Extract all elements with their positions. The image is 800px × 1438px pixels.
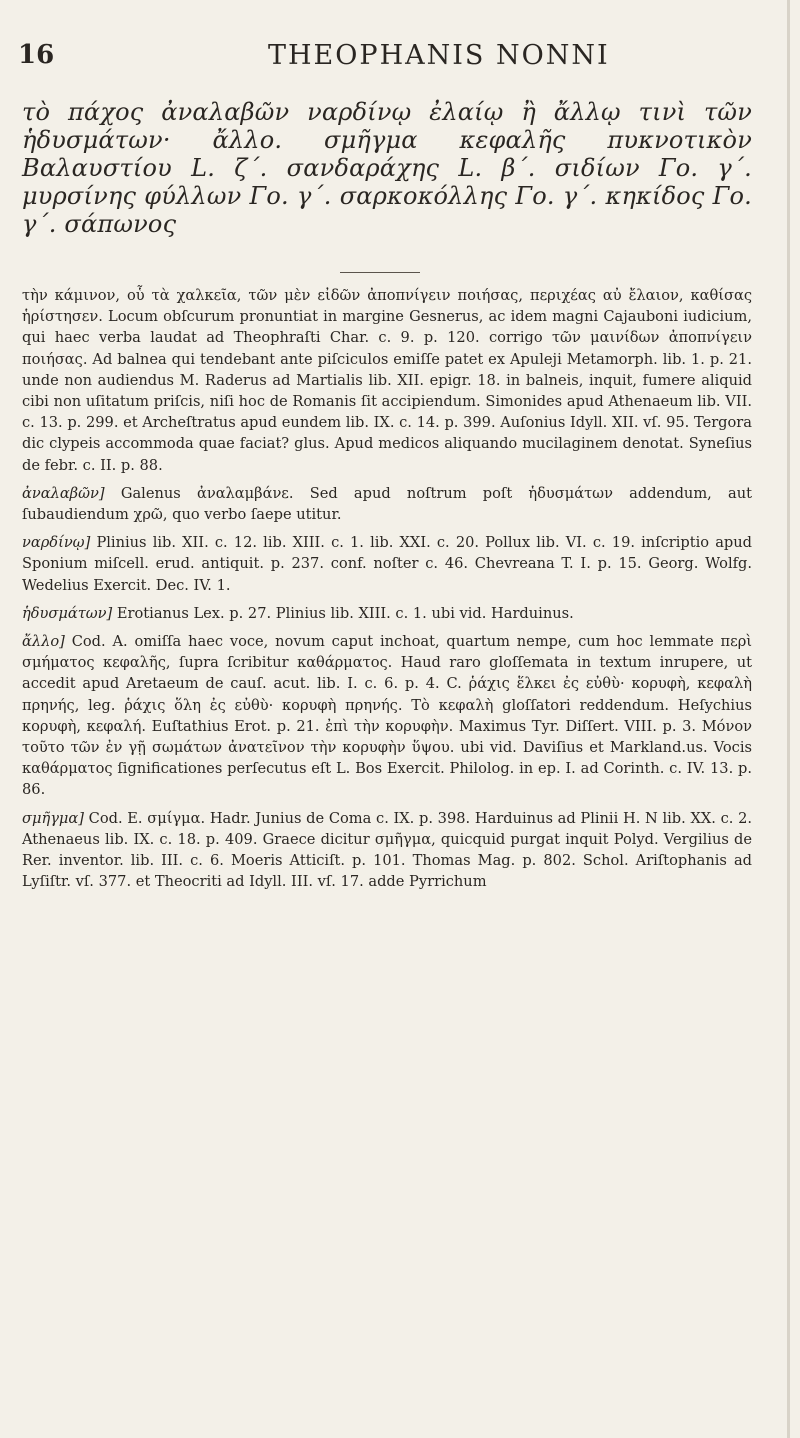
page-header — [18, 36, 778, 80]
note-lemma: ναρδίνῳ] — [22, 534, 91, 552]
note-lemma: ἡδυσμάτων] — [22, 604, 113, 622]
page-number: 16 — [18, 40, 55, 70]
main-greek-text: τὸ πάχος ἀναλαβῶν ναρδίνῳ ἐλαίῳ ἢ ἄλλῳ τινὶ τῶν ἡδυσμάτων· ἄλλο. σμῆγμα κεφαλῆς πυκνοτικὸν Βαλαυστίου L. ζ΄. σανδαράχης L. β΄. σιδίων Γο. γ΄. μυρσίνης φύλλων Γο. γ΄. σαρκοκόλλης Γο. γ΄. κηκίδος Γο. γ΄. σάπωνος — [22, 98, 752, 238]
note-text: Plinius lib. XII. c. 12. lib. XIII. c. 1. lib. XXI. c. 20. Pollux lib. VI. c. 19. inſcriptio apud Sponium miſcell. erud. antiquit. p. 237. conf. noſter c. 46. Chevreana T. I. p. 15. Georg. Wolfg. Wedelius Exercit. Dec. IV. 1. — [22, 534, 753, 594]
page-edge — [787, 0, 790, 1438]
note-analabon — [22, 483, 752, 525]
note-text: Erotianus Lex. p. 27. Plinius lib. XIII. c. 1. ubi vid. Harduinus. — [116, 604, 574, 622]
note-lemma: σμῆγμα] — [22, 809, 84, 827]
note-text: Galenus ἀναλαμβάνε. Sed apud noſtrum poſt ἡδυσμάτων addendum, aut ſubaudiendum χρῶ, quo verbo ſaepe utitur. — [22, 484, 752, 524]
text-divider — [340, 272, 420, 273]
note-text: τὴν κάμινον, οὗ τὰ χαλκεῖα, τῶν μὲν εἰδῶν ἀποπνίγειν ποιήσας, περιχέας αὐ ἔλαιον, καθίσας ἡρίστησεν. Locum obſcurum pronuntiat in margine Gesnerus, ac idem magni Cajauboni iudicium, qui haec verba laudat ad Theophraſti Char. c. 9. p. 120. corrigo τῶν μαινίδων ἀποπνίγειν ποιήσας. Ad balnea qui tendebant ante piſciculos emiſſe patet ex Apuleji Metamorph. lib. 1. p. 21. unde non audiendus M. Raderus ad Martialis lib. XII. epigr. 18. in balneis, inquit, fumere aliquid cibi non uſitatum priſcis, niſi hoc de Romanis ſit accipiendum. Simonides apud Athenaeum lib. VII. c. 13. p. 299. et Archeſtratus apud eundem lib. IX. c. 14. p. 399. Auſonius Idyll. XII. vſ. 95. Tergora dic clypeis accommoda quae faciat? glus. Apud medicos aliquando mucilaginem denotat. Syneſius de febr. c. II. p. 88. — [22, 287, 752, 474]
note-nardino — [22, 532, 752, 596]
note-hedysmaton — [22, 603, 752, 624]
note-continuation — [22, 285, 752, 476]
commentary-notes — [22, 285, 752, 899]
note-text: Cod. E. σμίγμα. Hadr. Junius de Coma c. IX. p. 398. Harduinus ad Plinii H. N lib. XX. c. 2. Athenaeus lib. IX. c. 18. p. 409. Graece dicitur σμῆγμα, quicquid purgat inquit Polyd. Vergilius de Rer. inventor. lib. III. c. 6. Moeris Atticiſt. p. 101. Thomas Mag. p. 802. Schol. Ariſtophanis ad Lyſiſtr. vſ. 377. et Theocriti ad Idyll. III. vſ. 17. adde Pyrrichum — [22, 809, 753, 891]
note-allo — [22, 631, 752, 801]
note-lemma: ἀναλαβῶν] — [22, 484, 105, 502]
note-text: Cod. A. omiſſa haec voce, novum caput inchoat, quartum nempe, cum hoc lemmate περὶ σμήματος κεφαλῆς, ſupra ſcribitur καθάρματος. Haud raro gloſſemata in textum inrupere, ut accedit apud Aretaeum de cauſ. acut. lib. I. c. 6. p. 4. C. ῥάχις ἕλκει ἐς εὐθὺ· κορυφὴ, κεφαλὴ πρηνής, leg. ῥάχις ὅλη ἐς εὐθὺ· κορυφὴ πρηνής. Τὸ κεφαλὴ gloſſatori reddendum. Heſychius κορυφὴ, κεφαλή. Euſtathius Erot. p. 21. ἐπὶ τὴν κορυφὴν. Maximus Tyr. Diſſert. VIII. p. 3. Μόνον τοῦτο τῶν ἐν γῇ σωμάτων ἀνατεῖνον τὴν κορυφὴν ὕψου. ubi vid. Daviſius et Markland.us. Vocis καθάρματος ſignificationes perſecutus eſt L. Bos Exercit. Philolog. in ep. I. ad Corinth. c. IV. 13. p. 86. — [22, 633, 753, 799]
note-lemma: ἄλλο] — [22, 633, 65, 651]
note-smegma — [22, 808, 752, 893]
running-head: THEOPHANIS NONNI — [268, 40, 610, 71]
